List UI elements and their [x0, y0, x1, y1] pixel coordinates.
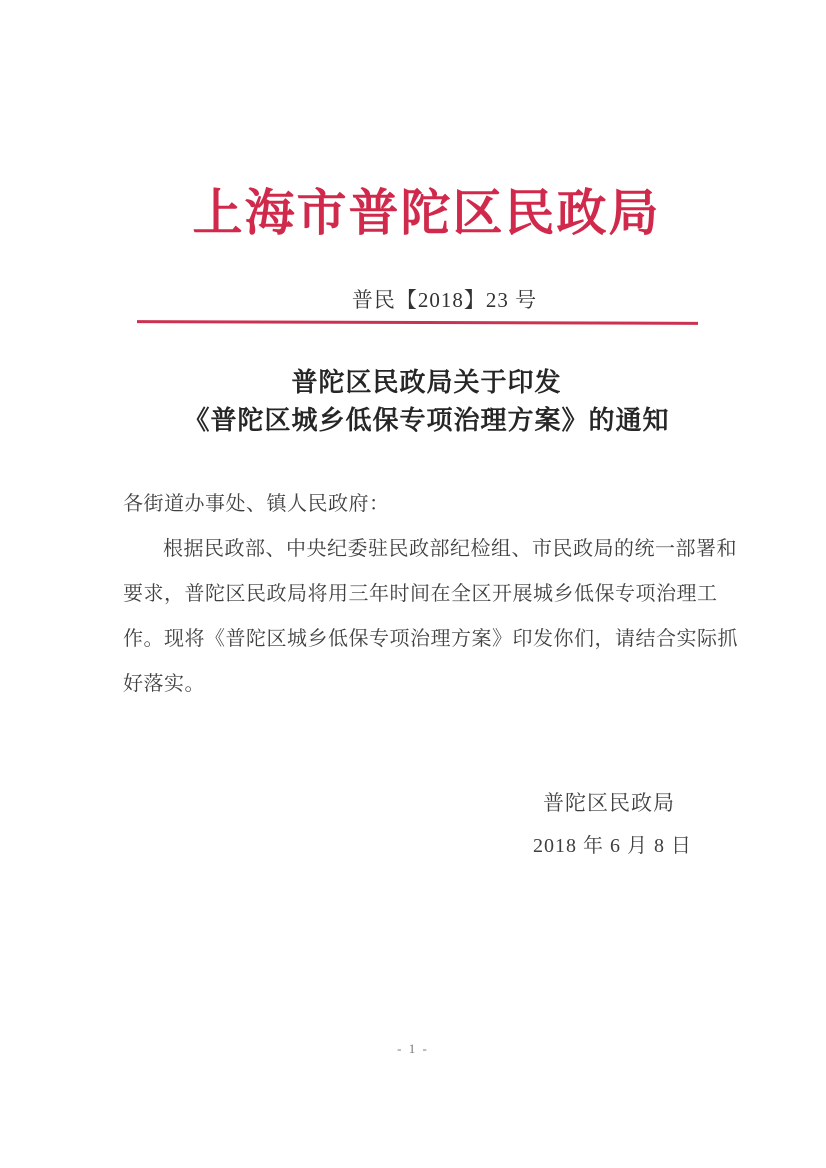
body-text-line: 作。现将《普陀区城乡低保专项治理方案》印发你们，请结合实际抓 [123, 628, 738, 650]
body-text-line: 根据民政部、中央纪委驻民政部纪检组、市民政局的统一部署和 [163, 538, 737, 560]
page-number: - 1 - [397, 1041, 429, 1056]
notice-title-line-2: 《普陀区城乡低保专项治理方案》的通知 [183, 406, 670, 435]
body-text-line: 好落实。 [123, 673, 205, 695]
issuing-agency-signature: 普陀区民政局 [543, 791, 675, 815]
document-reference-number: 普民【2018】23 号 [351, 288, 538, 312]
issue-date: 2018 年 6 月 8 日 [533, 835, 692, 857]
body-paragraph [123, 527, 739, 707]
body-text-line: 要求，普陀区民政局将用三年时间在全区开展城乡低保专项治理工 [123, 583, 718, 605]
letterhead-divider-line [137, 320, 698, 325]
salutation-line: 各街道办事处、镇人民政府： [123, 493, 390, 515]
agency-letterhead-title: 上海市普陀区民政局 [192, 185, 661, 241]
notice-title-line-1: 普陀区民政局关于印发 [291, 368, 562, 397]
